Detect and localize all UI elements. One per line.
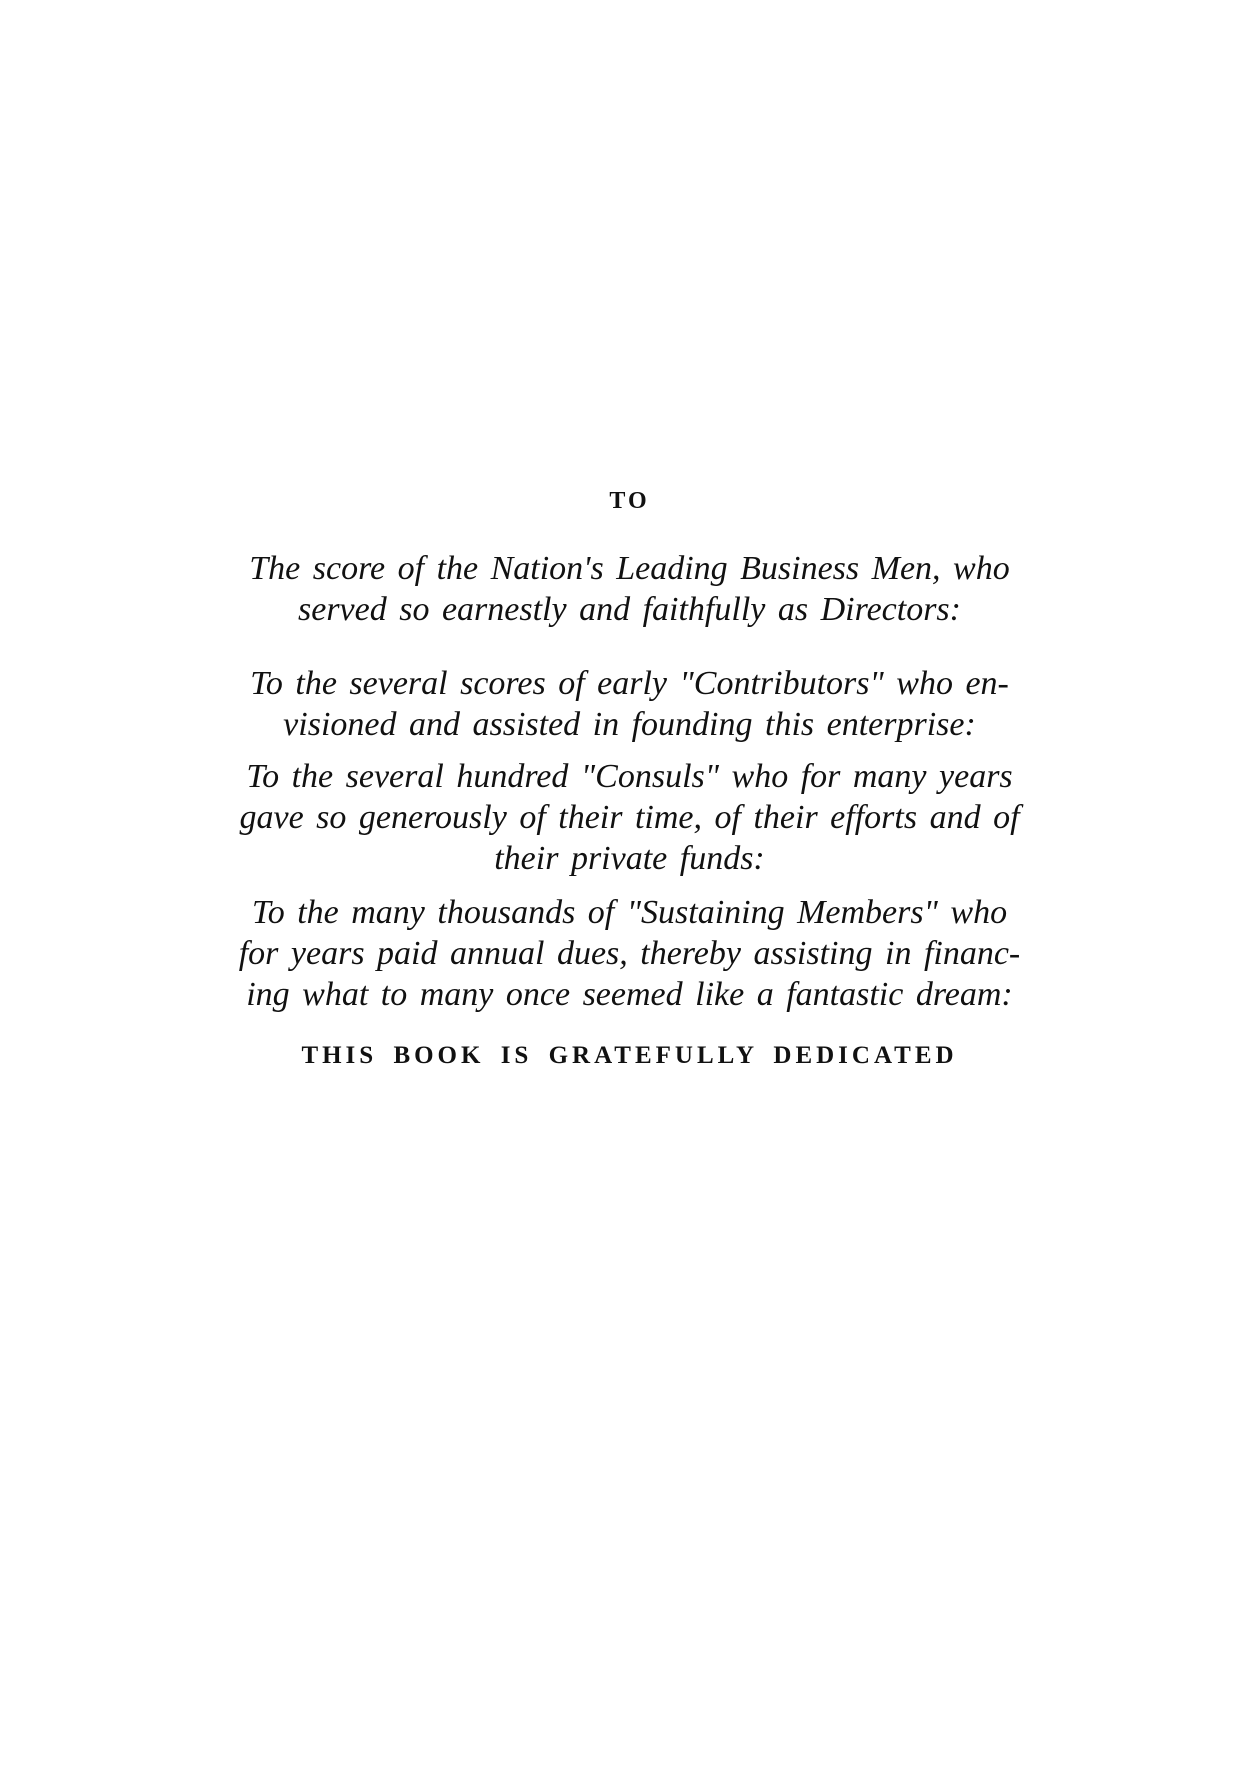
paragraph-line: visioned and assisted in founding this enterprise: [283,706,976,743]
dedication-heading: TO [609,488,650,514]
dedication-paragraph-members [186,892,1073,1015]
paragraph-line: To the several scores of early "Contributors" who en- [250,665,1009,702]
dedication-paragraph-contributors [186,663,1073,745]
paragraph-line: ing what to many once seemed like a fantastic dream: [246,976,1013,1013]
paragraph-line: their private funds: [494,840,765,877]
dedication-paragraph-directors [186,548,1073,630]
dedication-paragraph-consuls [186,756,1073,879]
paragraph-line: The score of the Nation's Leading Business Men, who [249,550,1010,587]
paragraph-line: served so earnestly and faithfully as Directors: [298,591,961,628]
paragraph-line: To the several hundred "Consuls" who for many years [246,758,1013,795]
dedication-closing: THIS BOOK IS GRATEFULLY DEDICATED [301,1042,958,1069]
paragraph-line: for years paid annual dues, thereby assisting in financ- [238,935,1021,972]
paragraph-line: gave so generously of their time, of their efforts and of [239,799,1020,836]
paragraph-line: To the many thousands of "Sustaining Members" who [251,894,1008,931]
